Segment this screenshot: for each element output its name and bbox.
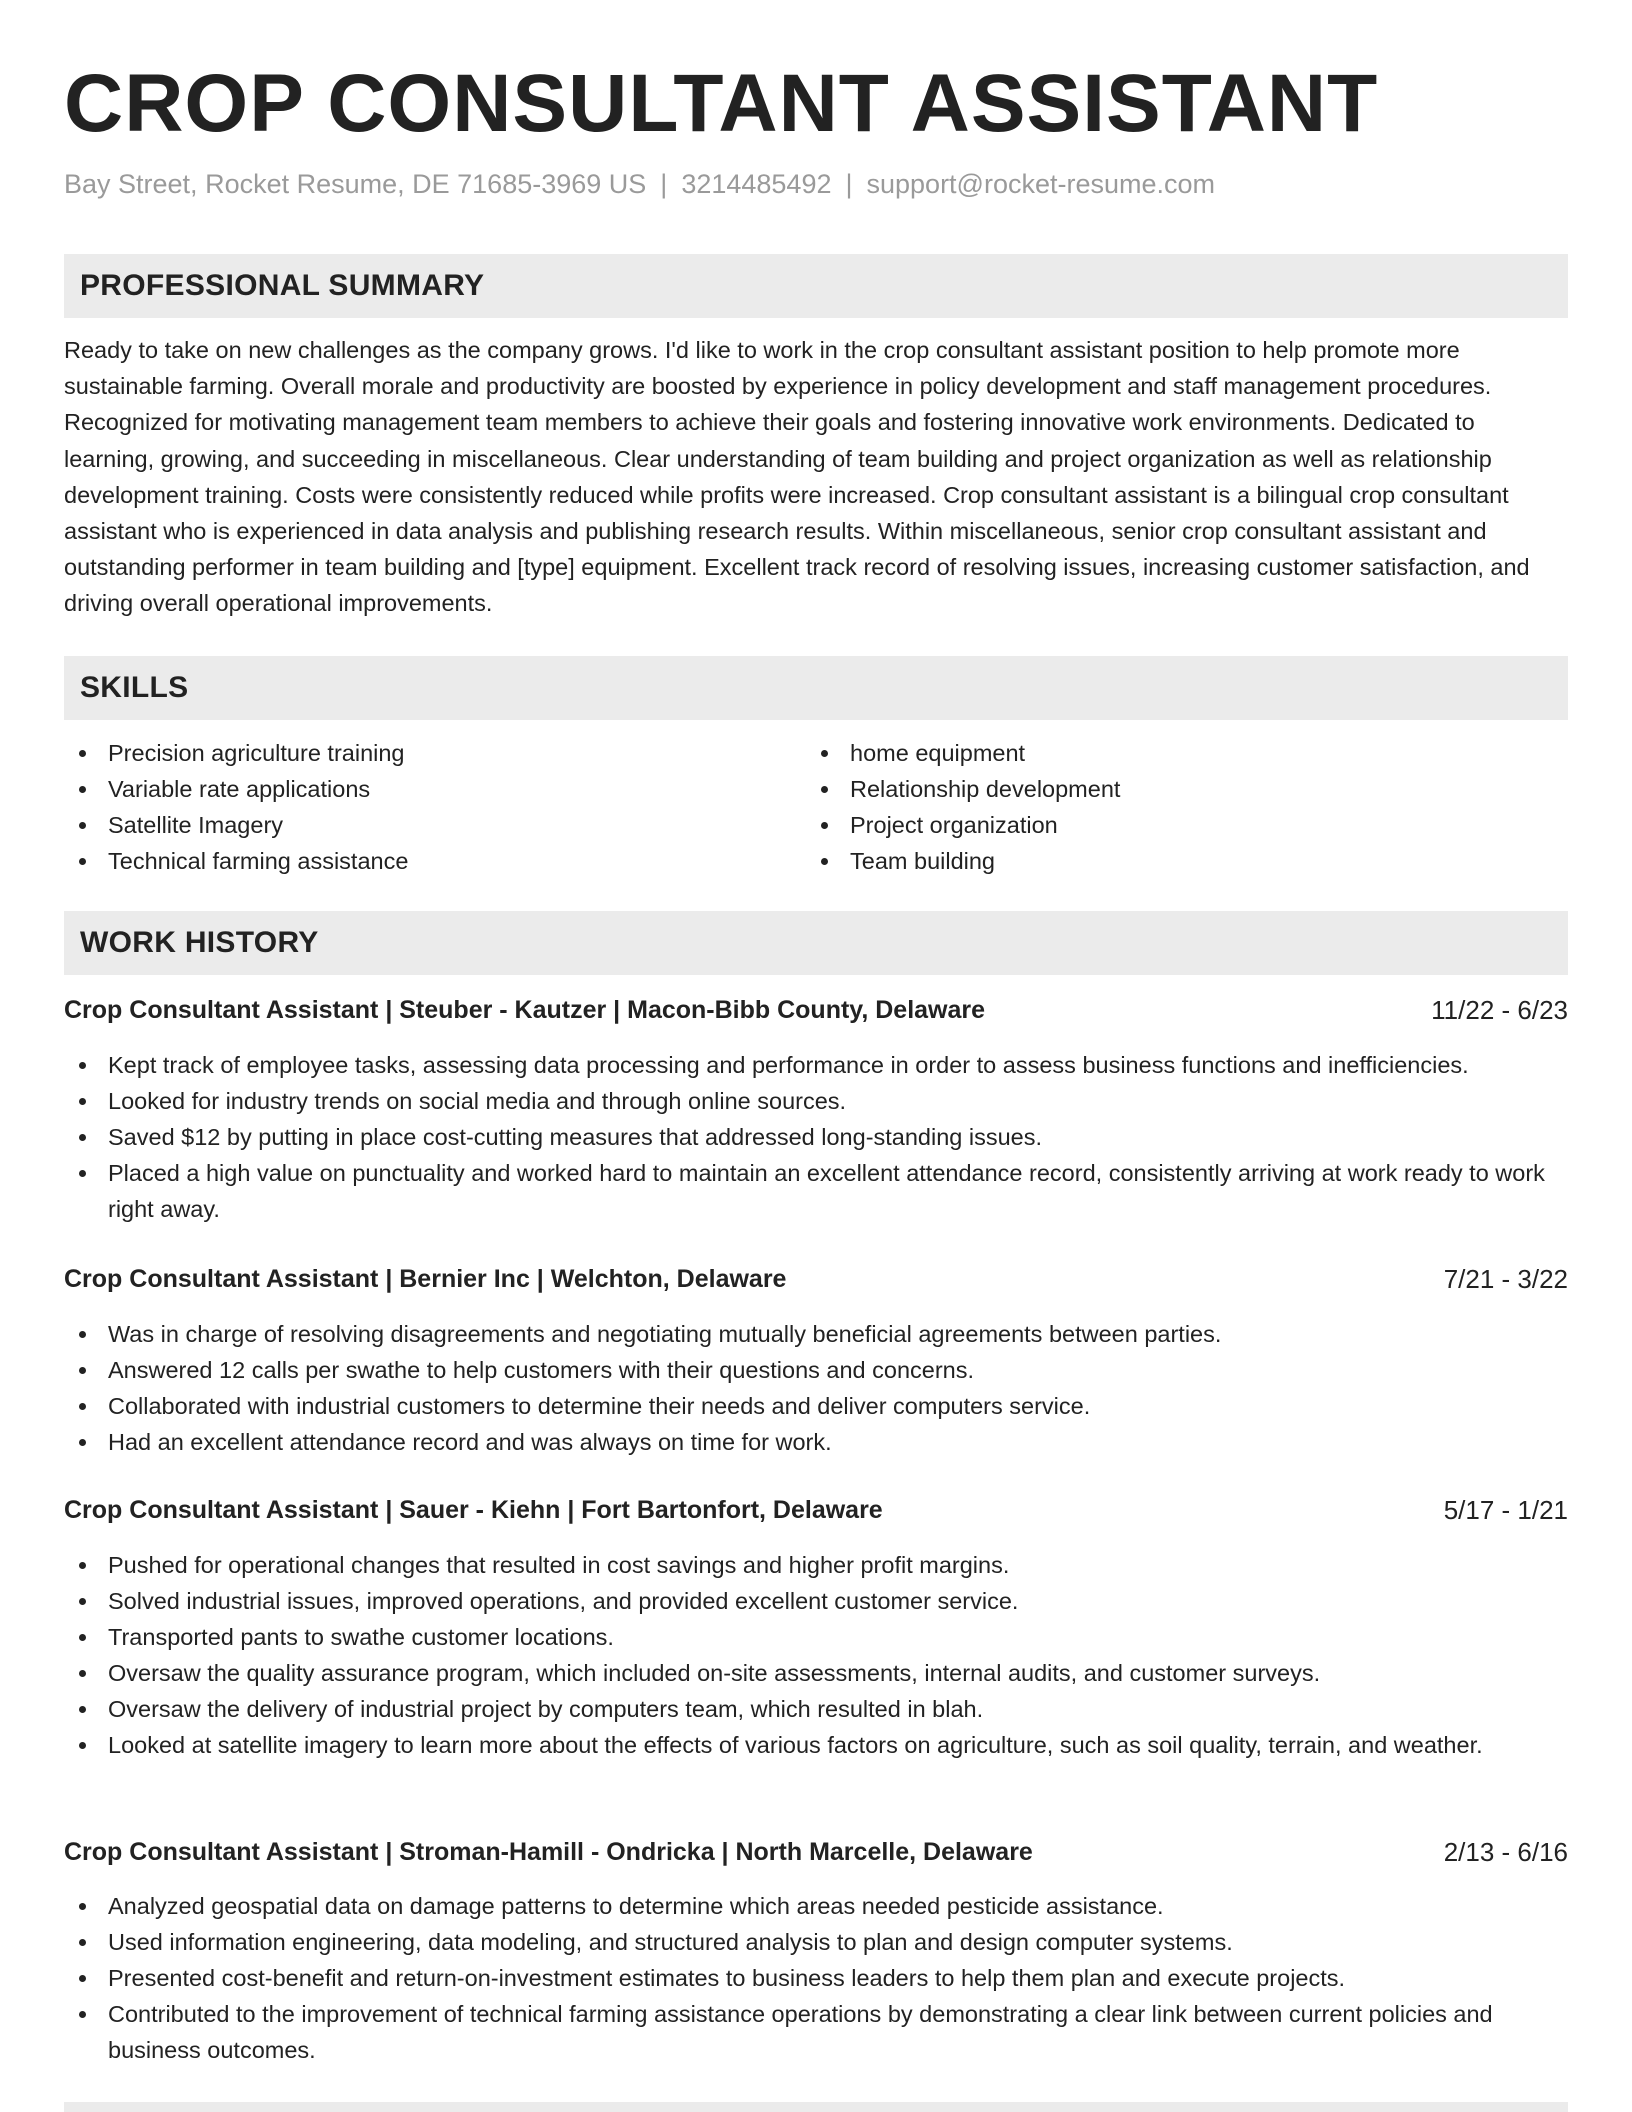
job-dates: 7/21 - 3/22 <box>1443 1264 1568 1294</box>
work-heading: WORK HISTORY <box>80 926 319 959</box>
job-bullet: Contributed to the improvement of technical farming assistance operations by demonstrating a clear link between current policies and business outcomes. <box>64 1996 1568 2068</box>
skill-item: Precision agriculture training <box>64 735 764 771</box>
job-bullet: Had an excellent attendance record and was always on time for work. <box>64 1424 1568 1460</box>
job-bullet: Placed a high value on punctuality and worked hard to maintain an excellent attendance record, consistently arriving at work ready to work right away. <box>64 1155 1568 1227</box>
work-section-header <box>64 911 1568 975</box>
job-title-line <box>64 1259 1568 1299</box>
skills-list-right <box>806 735 1506 879</box>
job-bullet: Oversaw the quality assurance program, which included on-site assessments, internal audits, and customer surveys. <box>64 1655 1568 1691</box>
job-bullet: Looked at satellite imagery to learn more about the effects of various factors on agriculture, such as soil quality, terrain, and weather. <box>64 1727 1568 1763</box>
job-title-line <box>64 1832 1568 1872</box>
contact-email[interactable]: support@rocket-resume.com <box>866 169 1216 199</box>
summary-heading: PROFESSIONAL SUMMARY <box>80 269 485 302</box>
skill-item: Satellite Imagery <box>64 807 764 843</box>
job-dates: 11/22 - 6/23 <box>1431 995 1568 1025</box>
job-dates: 2/13 - 6/16 <box>1443 1837 1568 1867</box>
skill-item: Technical farming assistance <box>64 843 764 879</box>
contact-separator: | <box>845 169 853 199</box>
job-bullets <box>64 1047 1568 1227</box>
summary-section-header <box>64 254 1568 318</box>
next-section-header-edge <box>64 2102 1568 2112</box>
job-bullet: Presented cost-benefit and return-on-investment estimates to business leaders to help them plan and execute projects. <box>64 1960 1568 1996</box>
contact-phone: 3214485492 <box>681 169 832 199</box>
job-bullet: Looked for industry trends on social media and through online sources. <box>64 1083 1568 1119</box>
job-bullet: Answered 12 calls per swathe to help customers with their questions and concerns. <box>64 1352 1568 1388</box>
job-bullet: Was in charge of resolving disagreements and negotiating mutually beneficial agreements between parties. <box>64 1316 1568 1352</box>
job-bullets <box>64 1547 1568 1763</box>
job-title-line <box>64 1490 1568 1530</box>
job-title: Crop Consultant Assistant | Steuber - Kautzer | Macon-Bibb County, Delaware <box>64 996 986 1024</box>
job-bullet: Analyzed geospatial data on damage patterns to determine which areas needed pesticide assistance. <box>64 1888 1568 1924</box>
skill-item: Team building <box>806 843 1506 879</box>
job-bullet: Saved $12 by putting in place cost-cutting measures that addressed long-standing issues. <box>64 1119 1568 1155</box>
job-bullet: Solved industrial issues, improved operations, and provided excellent customer service. <box>64 1583 1568 1619</box>
job-bullet: Transported pants to swathe customer locations. <box>64 1619 1568 1655</box>
skill-item: Variable rate applications <box>64 771 764 807</box>
job-bullet: Used information engineering, data modeling, and structured analysis to plan and design computer systems. <box>64 1924 1568 1960</box>
job-bullet: Oversaw the delivery of industrial project by computers team, which resulted in blah. <box>64 1691 1568 1727</box>
job-bullet: Collaborated with industrial customers to determine their needs and deliver computers service. <box>64 1388 1568 1424</box>
job-bullets <box>64 1316 1568 1460</box>
job-title: Crop Consultant Assistant | Sauer - Kiehn | Fort Bartonfort, Delaware <box>64 1496 883 1524</box>
skills-section-header <box>64 656 1568 720</box>
job-dates: 5/17 - 1/21 <box>1443 1495 1568 1525</box>
contact-address: Bay Street, Rocket Resume, DE 71685-3969 US <box>64 169 647 199</box>
skill-item: home equipment <box>806 735 1506 771</box>
job-bullets <box>64 1888 1568 2068</box>
job-bullet: Pushed for operational changes that resulted in cost savings and higher profit margins. <box>64 1547 1568 1583</box>
job-title: Crop Consultant Assistant | Bernier Inc | Welchton, Delaware <box>64 1265 787 1293</box>
skill-item: Relationship development <box>806 771 1506 807</box>
skill-item: Project organization <box>806 807 1506 843</box>
summary-text: Ready to take on new challenges as the company grows. I'd like to work in the crop consultant assistant position to help promote more sustainable farming. Overall morale and productivity are boosted by experience in policy development and staff management procedures. Recognized for motivating management team members to achieve their goals and fostering innovative work environments. Dedicated to learning, growing, and succeeding in miscellaneous. Clear understanding of team building and project organization as well as relationship development training. Costs were consistently reduced while profits were increased. Crop consultant assistant is a bilingual crop consultant assistant who is experienced in data analysis and publishing research results. Within miscellaneous, senior crop consultant assistant and outstanding performer in team building and [type] equipment. Excellent track record of resolving issues, increasing customer satisfaction, and driving overall operational improvements. <box>64 337 1530 617</box>
job-title-line <box>64 990 1568 1030</box>
candidate-name: CROP CONSULTANT ASSISTANT <box>64 58 1379 149</box>
job-title: Crop Consultant Assistant | Stroman-Hamill - Ondricka | North Marcelle, Delaware <box>64 1838 1033 1866</box>
contact-separator: | <box>660 169 668 199</box>
skills-heading: SKILLS <box>80 671 189 704</box>
contact-line <box>64 166 1215 202</box>
skills-list-left <box>64 735 764 879</box>
job-bullet: Kept track of employee tasks, assessing data processing and performance in order to assess business functions and inefficiencies. <box>64 1047 1568 1083</box>
